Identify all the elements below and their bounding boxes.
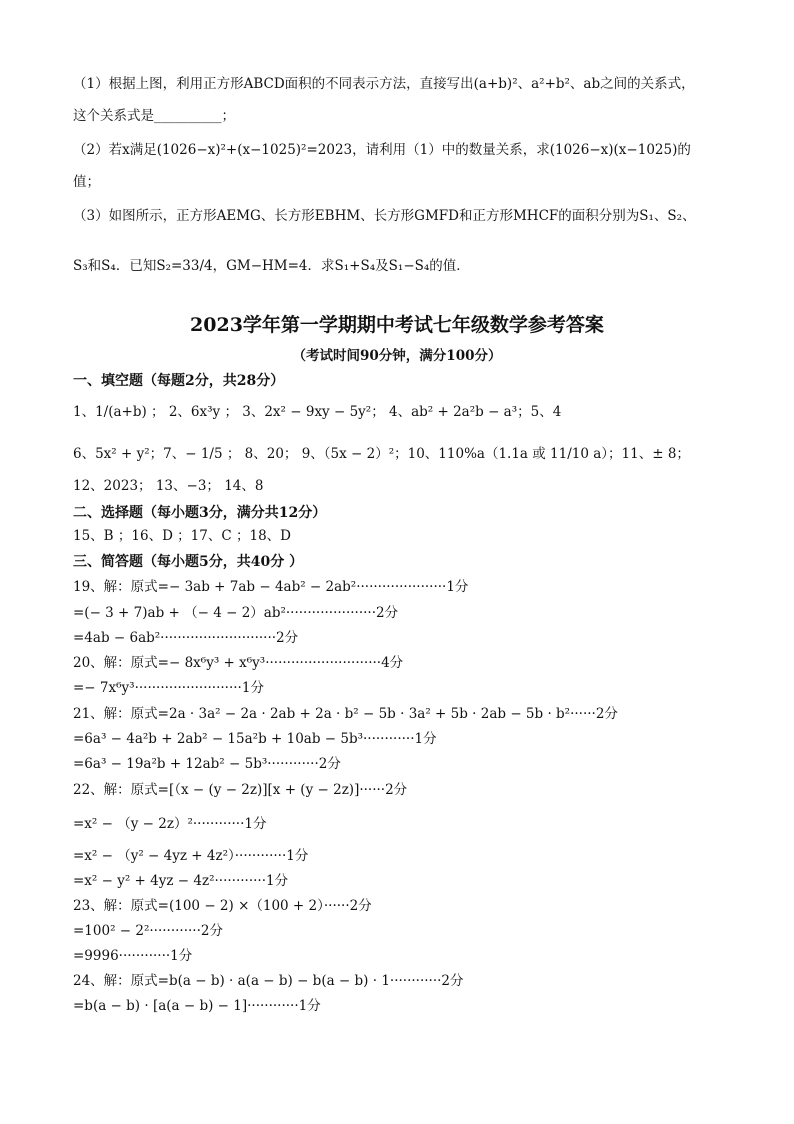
fill-answers-row3: 12、2023； 13、−3； 14、8 [73,478,264,494]
problem-q2: （2）若x满足(1026−x)²+(x−1025)²=2023，请利用（1）中的数量关系，求(1026−x)(x−1025)的 [73,142,691,158]
solution-22-step3: =x² − （y² − 4yz + 4z²）············1分 [73,848,309,864]
solution-19-step2: =(− 3 + 7)ab + （− 4 − 2）ab²·····················2分 [73,605,399,621]
solution-20-step2: =− 7x⁶y³·························1分 [73,680,264,696]
solution-22-step2: =x² − （y − 2z）²············1分 [73,816,267,832]
solution-21-step2: =6a³ − 4a²b + 2ab² − 15a²b + 10ab − 5b³············1分 [73,731,437,747]
solution-21-step3: =6a³ − 19a²b + 12ab² − 5b³············2分 [73,756,341,772]
solution-22-step4: =x² − y² + 4yz − 4z²············1分 [73,873,289,889]
solution-19-step1: 19、解：原式=− 3ab + 7ab − 4ab² − 2ab²·····················1分 [73,579,469,595]
solution-23-step1: 23、解：原式=(100 − 2) ×（100 + 2）······2分 [73,898,372,914]
section-short-answer: 三、简答题（每小题5分，共40分 ） [73,554,304,570]
section-choice: 二、选择题（每小题3分，满分共12分） [73,505,327,521]
solution-23-step3: =9996············1分 [73,948,193,964]
solution-20-step1: 20、解：原式=− 8x⁶y³ + x⁶y³···························4分 [73,655,404,671]
solution-22-step1: 22、解：原式=[（x − (y − 2z)][x + (y − 2z)]······2分 [73,782,408,798]
answer-subtitle: （考试时间90分钟，满分100分） [292,348,502,364]
fill-answers-row2: 6、5x² + y²；7、− 1/5 ； 8、20； 9、（5x − 2）²；10、110%a（1.1a 或 11/10 a）；11、± 8； [73,446,690,462]
solution-19-step3: =4ab − 6ab²···························2分 [73,630,299,646]
answer-title: 2023学年第一学期期中考试七年级数学参考答案 [190,314,604,336]
solution-21-step1: 21、解：原式=2a · 3a² − 2a · 2ab + 2a · b² − 5b · 3a² + 5b · 2ab − 5b · b²······2分 [73,706,618,722]
problem-q3-cont: S₃和S₄．已知S₂=33/4，GM−HM=4．求S₁+S₄及S₁−S₄的值． [73,258,470,274]
problem-q1: （1）根据上图，利用正方形ABCD面积的不同表示方法，直接写出(a+b)²、a²+b²、ab之间的关系式， [73,76,695,92]
choice-answers: 15、B ；16、D ；17、C ；18、D [73,528,291,544]
problem-q2-cont: 值； [73,174,100,190]
solution-24-step2: =b(a − b) · [a(a − b) − 1]············1分 [73,998,321,1014]
solution-23-step2: =100² − 2²············2分 [73,923,223,939]
problem-q1-blank: 这个关系式是__________； [73,108,235,124]
problem-q3: （3）如图所示，正方形AEMG、长方形EBHM、长方形GMFD和正方形MHCF的面积分别为S₁、S₂、 [73,208,696,224]
solution-24-step1: 24、解：原式=b(a − b) · a(a − b) − b(a − b) · 1············2分 [73,973,464,989]
section-fill-blank: 一、填空题（每题2分，共28分） [73,373,285,389]
fill-answers-row1: 1、1/(a+b) ； 2、6x³y ； 3、2x² − 9xy − 5y²； 4、ab² + 2a²b − a³；5、4 [73,404,562,420]
